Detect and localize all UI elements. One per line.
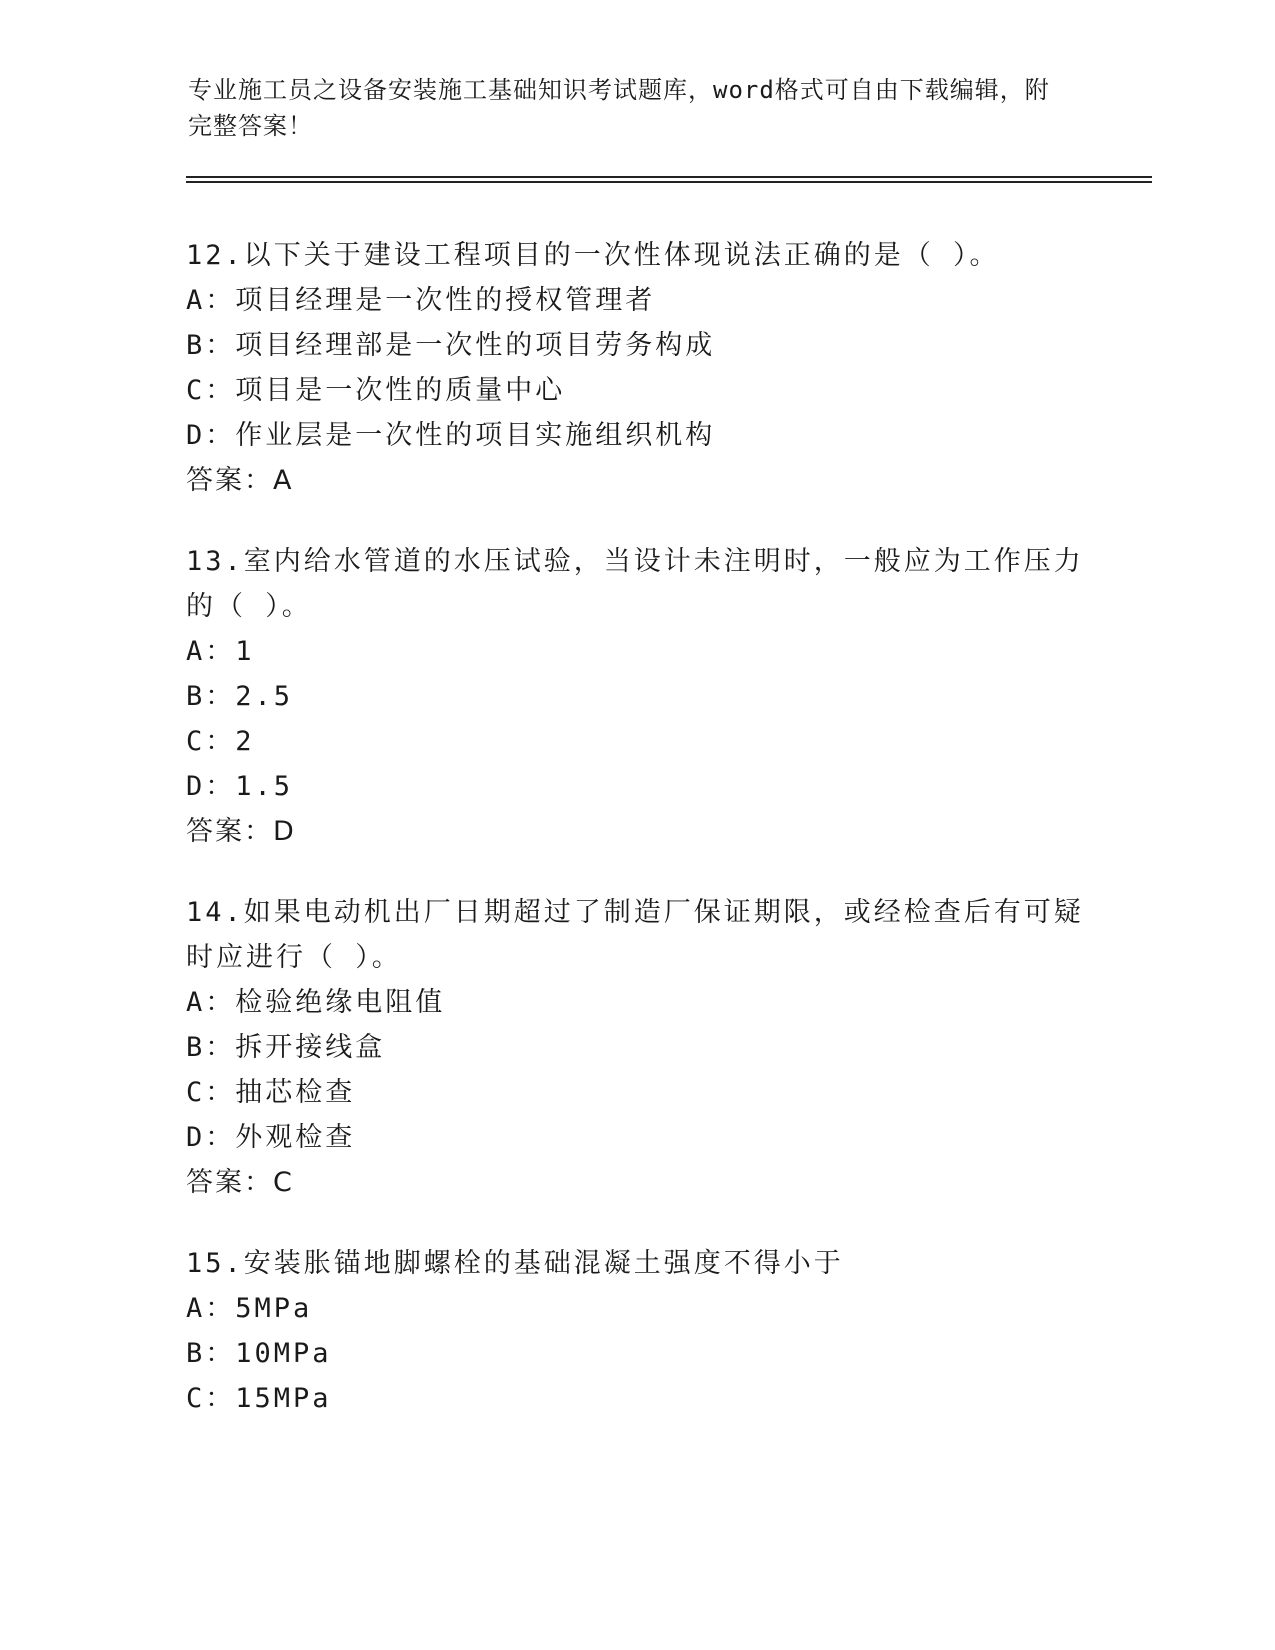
question-15	[186, 1241, 1086, 1421]
question-13	[186, 539, 1086, 854]
option-b: B：10MPa	[186, 1338, 332, 1369]
option-a: A：项目经理是一次性的授权管理者	[186, 285, 656, 316]
option-b: B：拆开接线盒	[186, 1032, 386, 1063]
option-c: C：2	[186, 726, 255, 757]
option-a: A：检验绝缘电阻值	[186, 987, 446, 1018]
option-c: C：抽芯检查	[186, 1077, 356, 1108]
document-header: 专业施工员之设备安装施工基础知识考试题库，word格式可自由下载编辑，附完整答案！	[188, 76, 1050, 140]
option-d: D：作业层是一次性的项目实施组织机构	[186, 420, 716, 451]
question-14	[186, 890, 1086, 1205]
header-divider-bottom	[186, 181, 1152, 183]
option-a: A：1	[186, 636, 255, 667]
answer-line: 答案：C	[186, 1167, 294, 1198]
answer-line: 答案：A	[186, 465, 294, 496]
option-d: D：外观检查	[186, 1122, 356, 1153]
question-list	[186, 233, 1086, 1457]
question-stem: 14.如果电动机出厂日期超过了制造厂保证期限，或经检查后有可疑时应进行（ ）。	[186, 897, 1084, 973]
question-12	[186, 233, 1086, 503]
option-c: C：项目是一次性的质量中心	[186, 375, 566, 406]
question-stem: 12.以下关于建设工程项目的一次性体现说法正确的是（ ）。	[186, 240, 1000, 271]
answer-line: 答案：D	[186, 816, 296, 847]
option-b: B：项目经理部是一次性的项目劳务构成	[186, 330, 716, 361]
option-a: A：5MPa	[186, 1293, 313, 1324]
option-d: D：1.5	[186, 771, 294, 802]
option-c: C：15MPa	[186, 1383, 332, 1414]
question-stem: 13.室内给水管道的水压试验，当设计未注明时，一般应为工作压力的（ ）。	[186, 546, 1084, 622]
question-stem: 15.安装胀锚地脚螺栓的基础混凝土强度不得小于	[186, 1248, 844, 1279]
option-b: B：2.5	[186, 681, 294, 712]
header-divider-top	[186, 176, 1152, 178]
